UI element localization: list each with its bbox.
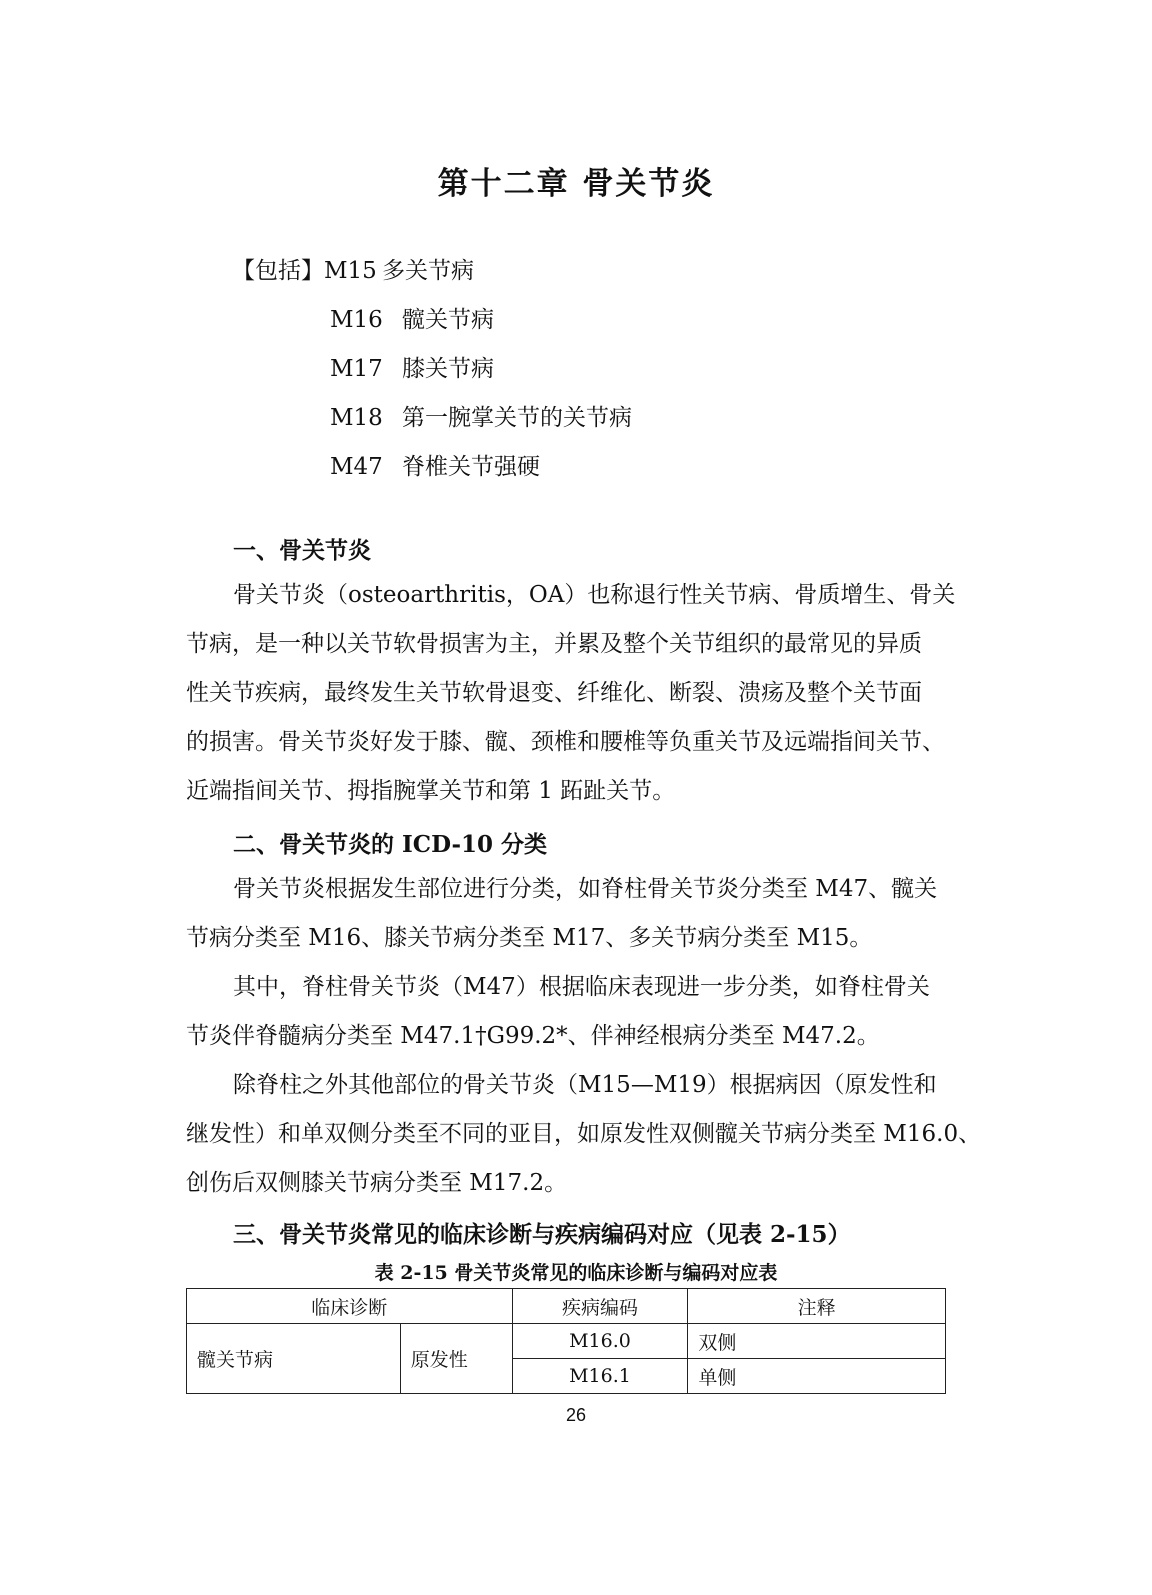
include-name: 脊椎关节强硬: [402, 454, 540, 480]
include-name: 髋关节病: [402, 307, 494, 333]
paragraph-line: 节病，是一种以关节软骨损害为主，并累及整个关节组织的最常见的异质: [186, 631, 922, 657]
page-number: 26: [565, 1405, 587, 1425]
header-note: 注释: [688, 1289, 946, 1324]
section-heading: 一、骨关节炎: [233, 537, 371, 564]
include-code: M15: [324, 258, 377, 284]
paragraph-line: 节病分类至 M16、膝关节病分类至 M17、多关节病分类至 M15。: [186, 925, 873, 951]
include-item: [330, 448, 540, 481]
header-diagnosis: 临床诊断: [187, 1289, 513, 1324]
include-code: M16: [330, 307, 383, 333]
paragraph: [186, 865, 946, 963]
paragraph-line: 创伤后双侧膝关节病分类至 M17.2。: [186, 1170, 568, 1196]
table-header-row: [187, 1289, 946, 1324]
includes-label: 【包括】: [232, 258, 324, 284]
include-item: [330, 399, 632, 432]
cell-type: 原发性: [400, 1324, 512, 1394]
paragraph-line: 其中，脊柱骨关节炎（M47）根据临床表现进一步分类，如脊柱骨关: [233, 974, 930, 1000]
include-code: M17: [330, 356, 383, 382]
paragraph: [186, 963, 946, 1061]
cell-code: M16.0: [512, 1324, 688, 1359]
paragraph-line: 的损害。骨关节炎好发于膝、髋、颈椎和腰椎等负重关节及远端指间关节、: [186, 729, 945, 755]
includes-first-line: [232, 252, 474, 285]
paragraph-line: 骨关节炎（osteoarthritis，OA）也称退行性关节病、骨质增生、骨关: [233, 582, 956, 608]
paragraph-line: 节炎伴脊髓病分类至 M47.1†G99.2*、伴神经根病分类至 M47.2。: [186, 1023, 880, 1049]
paragraph: [186, 1061, 982, 1208]
cell-note: 单侧: [688, 1359, 946, 1394]
include-code: M18: [330, 405, 383, 431]
paragraph: [186, 571, 956, 816]
section-heading: 二、骨关节炎的 ICD-10 分类: [233, 831, 548, 858]
paragraph-line: 骨关节炎根据发生部位进行分类，如脊柱骨关节炎分类至 M47、髋关: [233, 876, 938, 902]
include-name: 多关节病: [382, 258, 474, 284]
include-item: [330, 301, 494, 334]
section-heading: 三、骨关节炎常见的临床诊断与疾病编码对应（见表 2-15）: [233, 1221, 851, 1248]
diagnosis-code-table: [186, 1288, 946, 1394]
table-row: [187, 1324, 946, 1359]
include-item: [330, 350, 494, 383]
include-name: 膝关节病: [402, 356, 494, 382]
include-code: M47: [330, 454, 383, 480]
paragraph-line: 继发性）和单双侧分类至不同的亚目，如原发性双侧髋关节病分类至 M16.0、: [186, 1121, 982, 1147]
header-code: 疾病编码: [512, 1289, 688, 1324]
cell-code: M16.1: [512, 1359, 688, 1394]
include-name: 第一腕掌关节的关节病: [402, 405, 632, 431]
paragraph-line: 近端指间关节、拇指腕掌关节和第 1 跖趾关节。: [186, 778, 676, 804]
table-caption: 表 2-15 骨关节炎常见的临床诊断与编码对应表: [374, 1262, 778, 1284]
paragraph-line: 除脊柱之外其他部位的骨关节炎（M15—M19）根据病因（原发性和: [233, 1072, 937, 1098]
paragraph-line: 性关节疾病，最终发生关节软骨退变、纤维化、断裂、溃疡及整个关节面: [186, 680, 922, 706]
cell-note: 双侧: [688, 1324, 946, 1359]
cell-disease: 髋关节病: [187, 1324, 401, 1394]
chapter-title: 第十二章 骨关节炎: [437, 166, 715, 202]
